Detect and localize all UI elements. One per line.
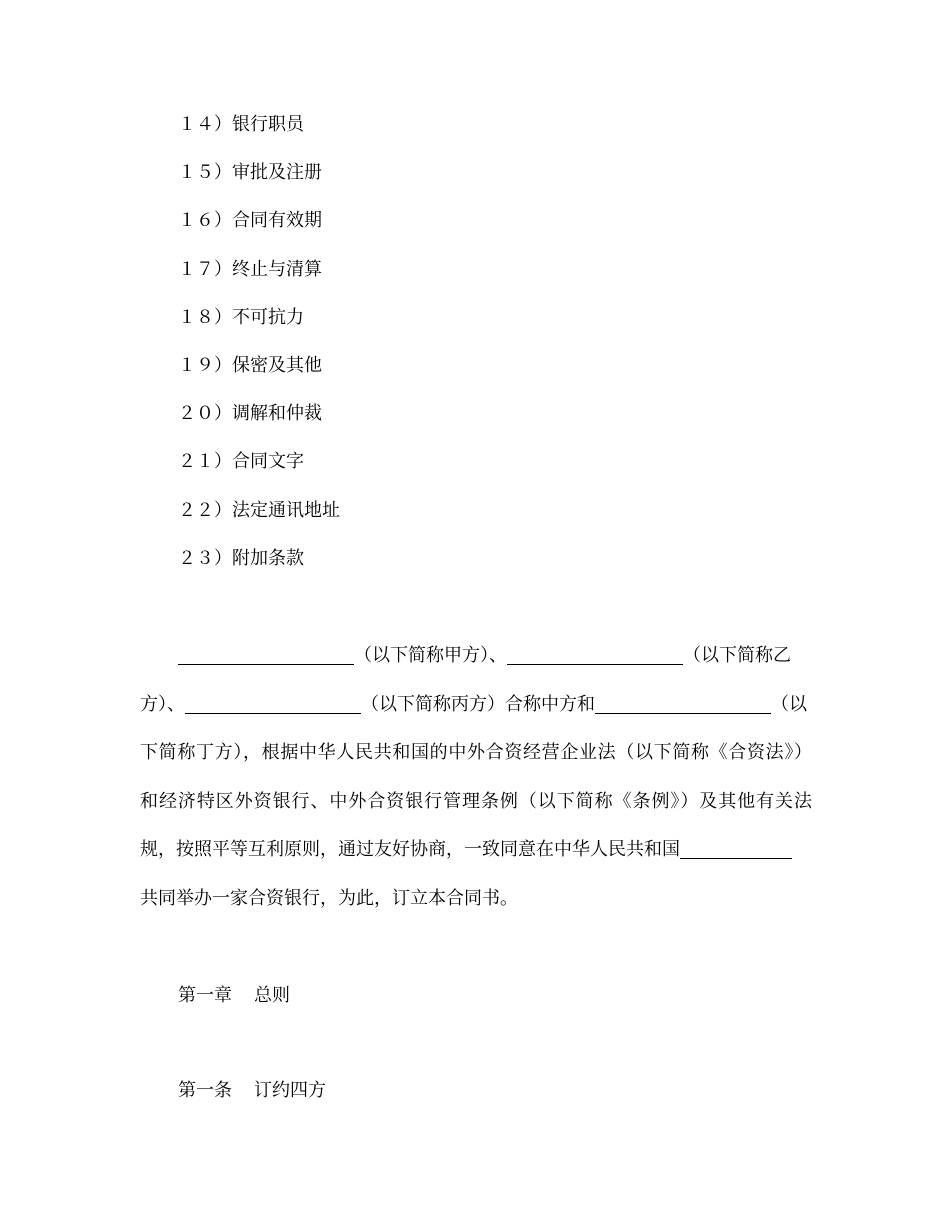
chapter-heading: [178, 983, 290, 1009]
preamble-line-2: [140, 692, 812, 741]
preamble-text: （以下简称丙方）合称中方和: [361, 693, 595, 715]
contents-item-label: 合同有效期: [232, 210, 322, 232]
contents-item-label: 附加条款: [232, 547, 304, 569]
preamble-text: （以下简称乙: [683, 645, 791, 666]
contents-item-number: ２２）: [178, 499, 232, 521]
contents-item: [178, 112, 340, 160]
party-b-blank[interactable]: [507, 644, 683, 665]
preamble-text: 规，按照平等互利原则，通过友好协商，一致同意在中华人民共和国: [140, 839, 680, 860]
article-title: 订约四方: [254, 1080, 326, 1101]
contents-item-number: １７）: [178, 258, 232, 280]
contents-item: [178, 449, 340, 497]
contents-item: [178, 257, 340, 305]
party-a-blank[interactable]: [178, 644, 354, 665]
preamble-line-5: [140, 837, 812, 886]
party-c-blank[interactable]: [185, 693, 361, 714]
preamble-line-6: 共同举办一家合资银行，为此，订立本合同书。: [140, 887, 518, 909]
preamble-line-3: 下简称丁方），根据中华人民共和国的中外合资经营企业法（以下简称《合资法》）: [140, 742, 812, 763]
contents-item: [178, 498, 340, 546]
preamble-line-1: [140, 643, 812, 692]
preamble-line-4: 和经济特区外资银行、中外合资银行管理条例（以下简称《条例》）及其他有关法: [140, 790, 812, 812]
contents-item: [178, 401, 340, 449]
preamble-text: （以: [771, 693, 807, 715]
contents-item-number: ２１）: [178, 451, 232, 473]
party-d-blank[interactable]: [595, 693, 771, 714]
chapter-number: 第一章: [178, 985, 232, 1006]
contents-item-number: ２０）: [178, 403, 232, 425]
contents-item-label: 法定通讯地址: [232, 499, 340, 521]
contents-item-label: 保密及其他: [232, 354, 322, 376]
contents-item-number: １９）: [178, 354, 232, 376]
article-heading: [178, 1078, 326, 1104]
contents-item-label: 终止与清算: [232, 258, 322, 280]
contents-item-number: １８）: [178, 306, 232, 328]
location-blank[interactable]: [680, 838, 792, 859]
contents-item-label: 银行职员: [232, 114, 304, 135]
contents-item-label: 不可抗力: [232, 306, 304, 328]
contents-item: [178, 160, 340, 208]
article-number: 第一条: [178, 1080, 232, 1101]
chapter-title: 总则: [254, 985, 290, 1006]
contents-item-label: 调解和仲裁: [232, 403, 322, 425]
preamble-text: 方）、: [140, 693, 185, 715]
contents-item: [178, 353, 340, 401]
preamble-text: （以下简称甲方）、: [354, 645, 507, 666]
contents-item: [178, 546, 340, 594]
contents-item: [178, 305, 340, 353]
contents-item-number: ２３）: [178, 547, 232, 569]
contents-item-number: １４）: [178, 114, 232, 135]
contents-item-label: 审批及注册: [232, 162, 322, 184]
contents-item-label: 合同文字: [232, 451, 304, 473]
contents-item-number: １５）: [178, 162, 232, 184]
contents-list: [178, 112, 340, 594]
preamble-paragraph: [140, 643, 812, 934]
contents-item-number: １６）: [178, 210, 232, 232]
contents-item: [178, 208, 340, 256]
